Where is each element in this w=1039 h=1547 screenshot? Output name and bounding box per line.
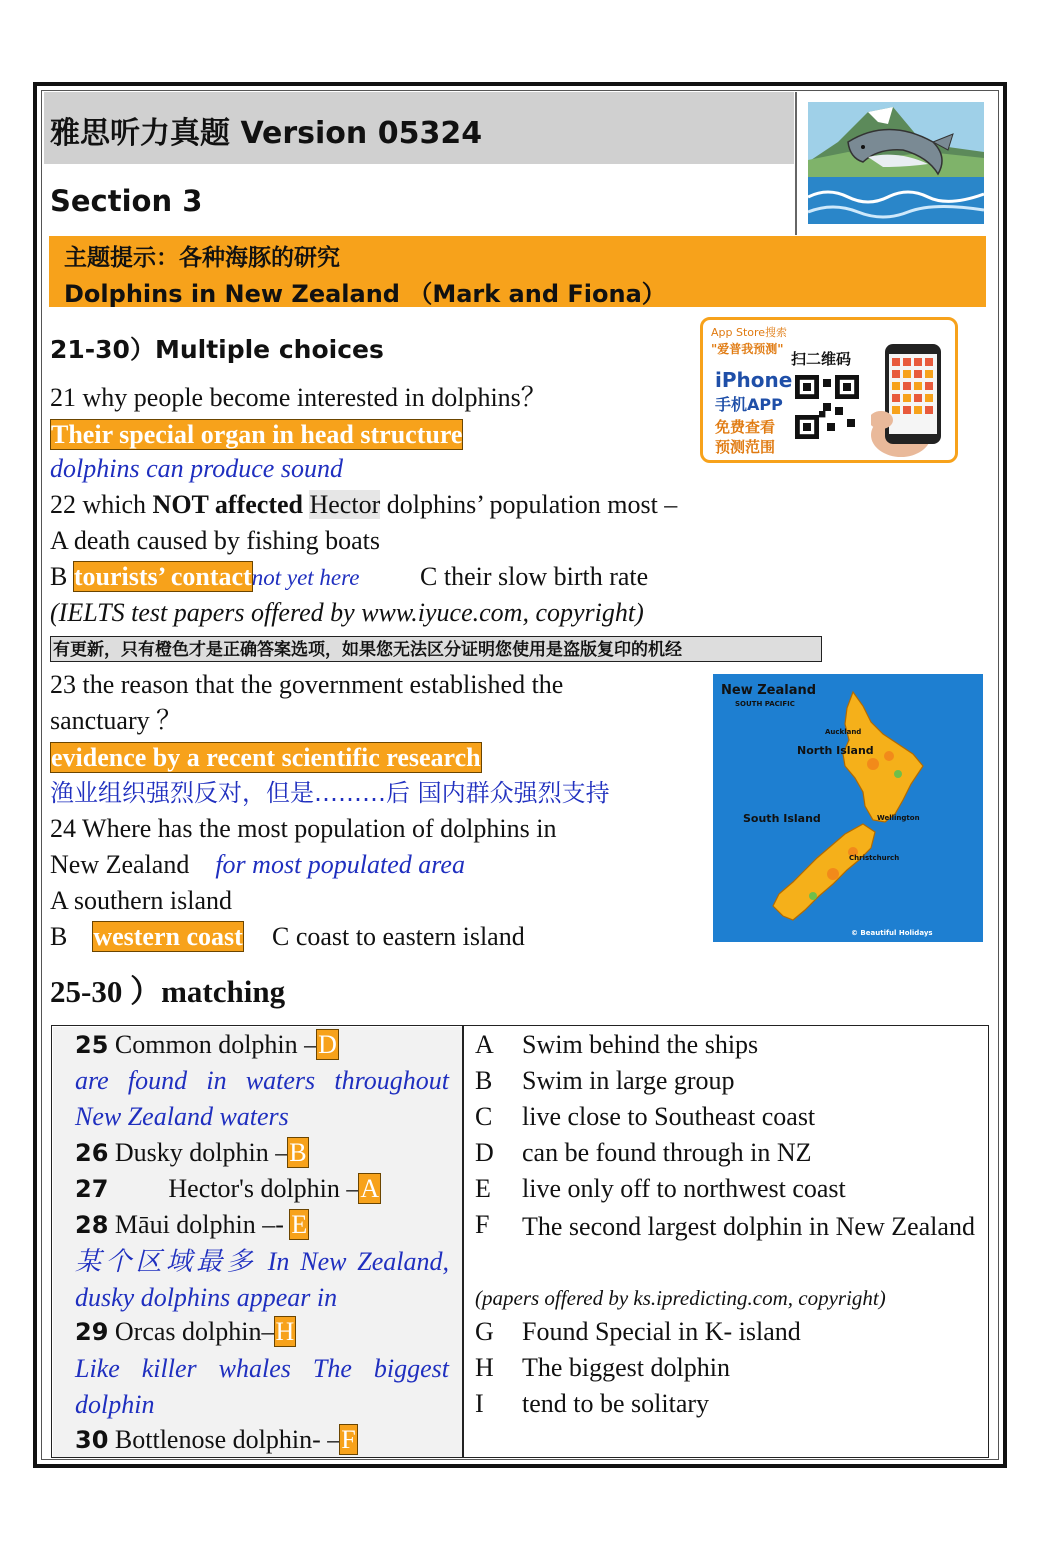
option-h: H The biggest dolphin [475, 1353, 730, 1382]
item-25: 25 Common dolphin –D [75, 1030, 337, 1059]
ad-iphone-text: iPhone [715, 368, 793, 392]
q22-option-b: B tourists’ contactnot yet here [50, 562, 360, 591]
item-25-note: are found in waters throughout New Zealand waters [75, 1066, 449, 1131]
page-title: 雅思听力真题 Version 05324 [50, 116, 483, 151]
ad-scan-text: 扫二维码 [791, 350, 852, 368]
item-28-answer: E [291, 1210, 308, 1239]
item-26: 26 Dusky dolphin –B [75, 1138, 307, 1167]
q21-question: 21 why people become interested in dolphins？ [50, 383, 547, 412]
option-b: B Swim in large group [475, 1066, 735, 1095]
item-30-answer: F [341, 1425, 356, 1454]
item-26-answer: B [289, 1138, 307, 1167]
option-d: D can be found through in NZ [475, 1138, 812, 1167]
q24-option-b: B western coast [50, 922, 243, 951]
ad-app-name: "爱普我预测" [711, 342, 784, 356]
phone-icon [871, 340, 951, 458]
q21-note: dolphins can produce sound [50, 454, 343, 483]
copyright-note-1: (IELTS test papers offered by www.iyuce.com, copyright) [50, 598, 644, 627]
q23-note: 渔业组织强烈反对，但是………后 国内群众强烈支持 [50, 779, 610, 807]
item-29: 29 Orcas dolphin–H [75, 1317, 295, 1346]
map-title: New Zealand [721, 683, 817, 698]
q24-question: 24 Where has the most population of dolphins in [50, 814, 557, 843]
q24-note: for most populated area [215, 850, 465, 879]
matching-table-divider [462, 1025, 464, 1458]
map-south-label: South Island [743, 812, 821, 825]
q24-option-c: C coast to eastern island [272, 922, 525, 951]
item-25-answer: D [318, 1030, 337, 1059]
update-banner: 有更新，只有橙色才是正确答案选项，如果您无法区分证明您使用是盗版复印的机经 [50, 636, 822, 662]
multiple-choice-heading: 21-30）Multiple choices [50, 335, 384, 364]
topic-line-1: 主题提示：各种海豚的研究 [64, 245, 340, 271]
map-wellington: Wellington [877, 814, 920, 822]
option-a: A Swim behind the ships [475, 1030, 759, 1059]
ad-free-text: 免费查看 [715, 418, 776, 436]
q23-answer: evidence by a recent scientific research [51, 743, 481, 772]
q23-question: 23 the reason that the government established the sanctuary ？ [50, 670, 564, 735]
q22-question: 22 which NOT affected Hector dolphins’ population most – [50, 490, 678, 519]
ad-range-text: 预测范围 [715, 438, 776, 456]
item-30: 30 Bottlenose dolphin- –F [75, 1425, 356, 1454]
q22-answer: tourists’ contact [73, 562, 252, 591]
ad-app-label: 手机APP [715, 395, 783, 414]
option-f: F The second largest dolphin in New Zealand [475, 1210, 975, 1241]
map-credit: © Beautiful Holidays [851, 929, 933, 937]
header-divider [795, 92, 797, 235]
option-e: E live only off to northwest coast [475, 1174, 846, 1203]
map-auckland: Auckland [825, 728, 862, 736]
q24-question-l2: New Zealand for most populated area [50, 850, 465, 879]
item-29-answer: H [275, 1317, 295, 1346]
option-g: G Found Special in K- island [475, 1317, 801, 1346]
item-28: 28 Māui dolphin –- E [75, 1210, 308, 1239]
option-c: C live close to Southeast coast [475, 1102, 816, 1131]
q24-option-a: A southern island [50, 886, 232, 915]
item-27: 27 Hector's dolphin –A [75, 1174, 380, 1203]
q22-option-c: C their slow birth rate [420, 562, 649, 591]
map-north-label: North Island [797, 744, 874, 757]
ad-store-text: App Store搜索 [711, 326, 788, 339]
section-title: Section 3 [50, 184, 203, 218]
q24-answer: western coast [93, 922, 243, 951]
q22-option-a: A death caused by fishing boats [50, 526, 380, 555]
option-i: I tend to be solitary [475, 1389, 710, 1418]
topic-line-2: Dolphins in New Zealand （Mark and Fiona） [64, 280, 666, 308]
qr-code-icon [795, 375, 859, 439]
matching-heading: 25-30 ）matching [50, 974, 286, 1009]
dolphin-illustration [808, 102, 984, 224]
copyright-note-2: (papers offered by ks.ipredicting.com, copyright) [475, 1286, 886, 1310]
app-ad[interactable] [700, 317, 958, 463]
map-subtitle: SOUTH PACIFIC [735, 700, 795, 708]
item-28-note: 某个区域最多 In New Zealand, dusky dolphins appear in [75, 1247, 449, 1312]
map-christchurch: Christchurch [849, 854, 900, 862]
item-27-answer: A [360, 1174, 380, 1203]
q21-answer: Their special organ in head structure [51, 420, 463, 449]
item-29-note: Like killer whales The biggest dolphin [75, 1354, 449, 1419]
new-zealand-map [713, 674, 983, 942]
q22-note: not yet here [251, 565, 360, 590]
